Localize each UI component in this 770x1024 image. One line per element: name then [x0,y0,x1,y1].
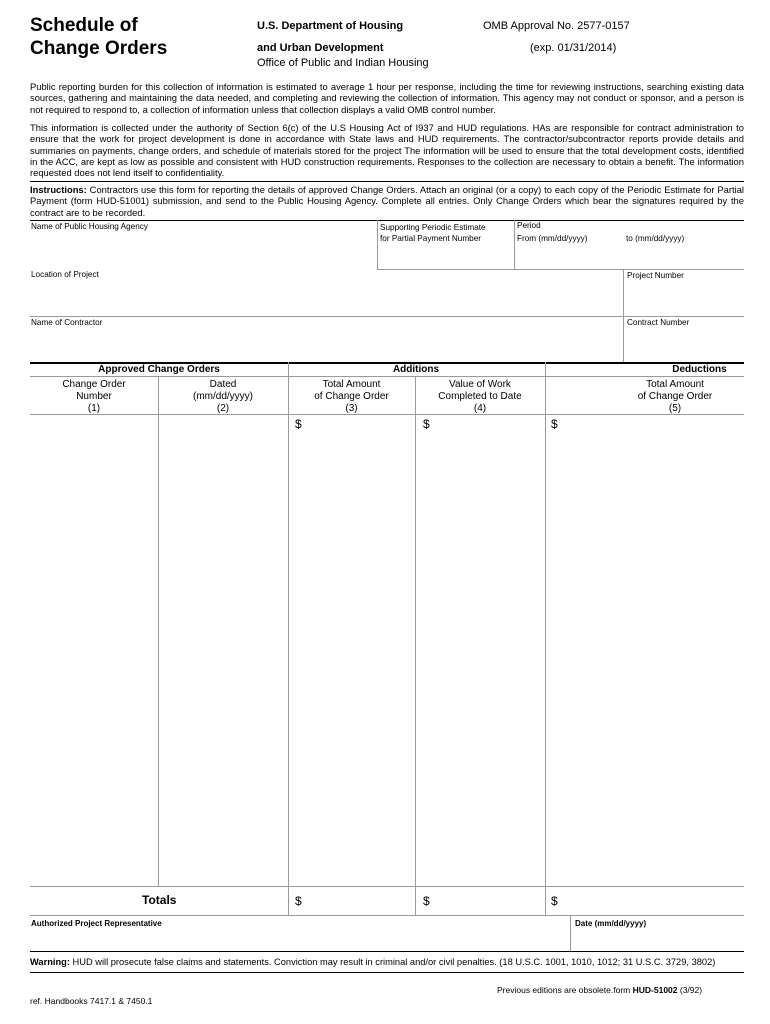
divider [623,269,624,316]
supporting-estimate-field[interactable] [378,245,513,268]
additions-header: Additions [392,364,440,375]
col4-line1: Value of Work [449,379,511,390]
divider [30,316,744,317]
burden-statement: Public reporting burden for this collection of information is estimated to average 1 hour per response, including the time for reviewing instructions, searching existing data sources, gathering and maintaining the data needed, and completing and reviewing the collection of information. This agency may not conduct or sponsor, and a person is not required to respond to, a collection of information unless that collection displays a valid OMB control number. [30,81,744,115]
period-to-field[interactable]: to (mm/dd/yyyy) [626,234,685,243]
divider [30,951,744,952]
col1-line1: Change Order [62,379,126,390]
instructions-block [30,184,744,218]
change-order-number-entries[interactable] [31,415,157,885]
divider [514,220,515,269]
deductions-header-label: Deductions [672,364,727,375]
divider [570,915,571,951]
col2-line2: (mm/dd/yyyy) [193,391,253,402]
divider [30,886,744,887]
col4-line2: Completed to Date [438,391,522,402]
deductions-amount-entries[interactable] [546,432,743,885]
omb-approval: OMB Approval No. 2577-0157 [483,20,630,32]
form-date: (3/92) [677,985,703,995]
col2-line1: Dated [209,379,237,390]
form-number: HUD-51002 [632,985,678,995]
divider [30,915,744,916]
work-value-dollar: $ [423,417,430,431]
additions-amount-dollar: $ [295,417,302,431]
col1-line2: Number [76,391,112,402]
department-name: U.S. Department of Housing [257,20,404,32]
project-number-field[interactable]: Project Number [627,271,684,280]
totals-additions-dollar[interactable]: $ [295,894,302,908]
omb-expiration: (exp. 01/31/2014) [530,42,617,54]
column-header-deductions-total-amount [545,379,744,415]
period-from-field[interactable]: From (mm/dd/yyyy) [517,234,588,243]
additions-amount-entries[interactable] [289,432,414,885]
deductions-header [545,364,744,375]
contractor-name-field[interactable]: Name of Contractor [31,318,103,327]
period-label: Period [517,221,541,230]
col4-line3: (4) [473,403,487,414]
handbook-reference: ref. Handbooks 7417.1 & 7450.1 [30,996,153,1006]
location-field[interactable]: Location of Project [31,270,99,279]
col3-line1: Total Amount [322,379,381,390]
totals-label: Totals [142,893,177,907]
instructions-label: Instructions: [30,184,87,195]
column-header-dated [158,379,288,415]
col2-line3: (2) [216,403,230,414]
obsolete-notice: Previous editions are obsolete. [497,985,614,995]
column-header-additions-total-amount [288,379,415,415]
totals-deductions-dollar[interactable]: $ [551,894,558,908]
pha-name-field[interactable]: Name of Public Housing Agency [31,222,148,231]
authorized-representative-field[interactable]: Authorized Project Representative [31,919,162,928]
col5-line2: of Change Order [637,391,713,402]
instructions-text: Contractors use this form for reporting the details of approved Change Orders. Attach an original (or a copy) to each copy of the Periodic Estimate for Partial Payment (form HUD-51001) submission, and send to the Public Housing Agency. Complete all entries. Only Change Orders which bear the signatures required by the contract are to be recorded. [30,184,744,218]
divider [30,181,744,182]
col3-line3: (3) [345,403,358,414]
column-header-change-order-number [30,379,158,415]
divider [514,269,744,270]
authority-statement: This information is collected under the authority of Section 6(c) of the U.S Housing Act of I937 and HUD regulations. HAs are responsible for contract administration to ensure that the work for project development is done in accordance with State laws and HUD requirements. The contractor/subcontractor reports provide details and summaries on payments, change orders, and schedule of materials stored for the project The information will be used to ensure that the total development costs, identified in the ACC, are kept as low as possible and consistent with HUD construction requirements. Responses to the collection are necessary to obtain a benefit. The information requested does not lend itself to confidentiality. [30,122,744,179]
column-header-value-of-work [415,379,545,415]
approved-change-orders-header: Approved Change Orders [98,364,220,375]
supporting-estimate-label: Supporting Periodic Estimate [380,223,486,232]
office-name: Office of Public and Indian Housing [257,57,429,69]
warning-text: HUD will prosecute false claims and statements. Conviction may result in criminal and/or civil penalties. (18 U.S.C. 1001, 1010, 1012; 31 U.S.C. 3729, 3802) [69,957,716,967]
field-block-top-border [30,220,744,221]
divider [30,376,744,377]
deductions-amount-dollar: $ [551,417,558,431]
col5-line1: Total Amount [646,379,704,390]
divider [377,269,514,270]
divider [30,972,744,973]
dated-entries[interactable] [159,415,287,885]
warning-label: Warning: [30,957,70,967]
col5-line3: (5) [668,403,682,414]
form-title-line1: Schedule of [30,15,138,36]
warning-statement [30,957,715,967]
divider [623,316,624,362]
work-value-entries[interactable] [416,432,544,885]
contract-number-field[interactable]: Contract Number [627,318,690,327]
supporting-estimate-label-line2: for Partial Payment Number [380,234,482,243]
col1-line3: (1) [87,403,101,414]
form-title-line2: Change Orders [30,38,168,59]
col3-line2: of Change Order [314,391,389,402]
totals-work-value-dollar[interactable]: $ [423,894,430,908]
department-name-line2: and Urban Development [257,42,384,54]
form-prefix: form [613,985,633,995]
form-identifier [497,985,702,995]
signature-date-field[interactable]: Date (mm/dd/yyyy) [575,919,647,928]
